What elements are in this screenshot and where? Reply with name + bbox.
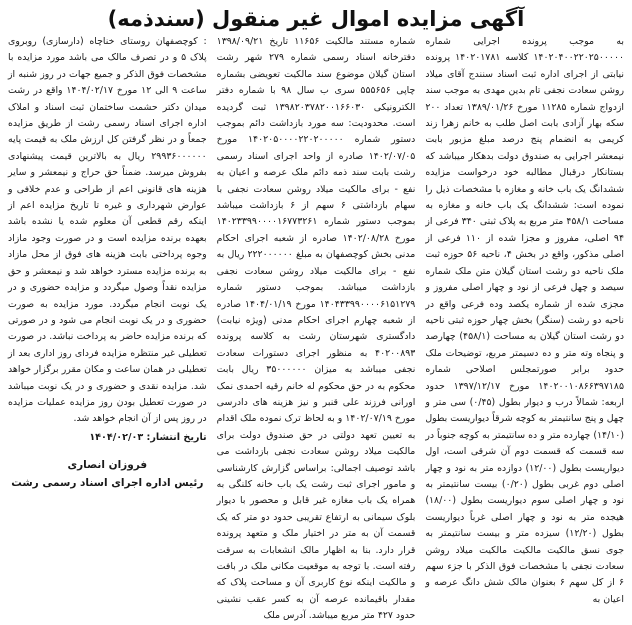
title-bar [8,4,624,34]
notice-title: آگهی مزایده اموال غیر منقول (سندذمه) [107,7,525,31]
notice-columns [7,34,625,622]
signer-name: فروزان انصاری [67,459,148,472]
column-left [7,34,207,490]
column-right [425,34,625,605]
publish-date-value: ۱۴۰۴/۰۲/۰۳ [89,431,144,443]
publish-date-label: تاریخ انتشار: [146,431,207,443]
signature-block [8,456,207,492]
publish-date-line [8,430,207,446]
signer-title: رئیس اداره اجرای اسناد رسمی رشت [11,477,204,490]
paragraph-1: به موجب پرونده اجرایی شماره ۱۴۰۲۰۴۰۰۲۲۰۲۵۰۰۰۰۰ کلاسه ۱۴۰۲۰۱۷۸۱ پرونده نیابتی از اجرای اداره ثبت اسناد سنندج آقای میلاد روشن سعادت نجفی تام بدین مهدی به موجب سند ازدواج شماره ۱۱۲۸۵ مورخ ۱۳۸۹/۰۱/۲۶ تعداد ۲۰۰ سکه بهار آزادی بابت اصل طلب به خانم زهرا زند کریمی به انضمام پنج درصد مبلغ مزبور بابت نیمعشر اجرایی به صندوق دولت بدهکار میباشد که بستانکار درقبال مطالبه خود درخواست مزایده ششدانگ یک باب خانه و مغازه با مشخصات ذیل را نموده است: ششدانگ یک باب خانه و مغازه به مساحت ۴۵۸/۱ متر مربع به پلاک ثبتی ۳۴۰ فرعی از ۹۴ اصلی، مفروز و مجزا شده از ۱۱۰ فرعی از اصلی مذکور، واقع در بخش ۴، ناحیه ۵۶ حوزه ثبت ملک ناحیه دو رشت استان گیلان متن ملک شماره سیصد و چهل فرعی از نود و چهار اصلی مفروز و مجزی شده از شماره یکصد وده فرعی واقع در ناحیه دو رشت (سنگر) بخش چهار حوزه ثبتی ناحیه دو رشت استان گیلان به مساحت (۴۵۸/۱) چهارصد و پنجاه وته متر و ده دسیمتر مربع، توضیحات ملک حدود برابر صورتمجلس اصلاحی شماره ۱۴۰۲۰۰۱۰۸۶۶۳۹۷۱۸۵ مورخ ۱۳۹۷/۱۲/۱۷ حدود اربعه: شمالاً درب و دیوار بطول (۰/۴۵) سی متر و چهل و پنج سانتیمتر به کوچه شرقاً دیواریست بطول (۱۴/۱۰) چهارده متر و ده سانتیمتر به کوچه جنوباً در سه قسمت که قسمت دوم آن شرقی است، اول دیواریست بطول (۱۲/۰۰) دوازده متر به نود و چهار اصلی دوم غربی بطول (۰/۲۰) بیست سانتیمتر به نود و چهار اصلی سوم دیواریست بطول (۱۸/۰۰) هیجده متر به نود و چهار اصلی غرباً دیواریست بطول (۱۲/۲۰) سیزده متر و بیست سانتیمتر به جوی نسق مالکیت مالکیت مالکیت میلاد روشن سعادت نجفی با مشخصات فوق الذکر با جزء سهم ۶ از کل سهم ۶ بعنوان مالک شش دانگ عرصه و اعیان به [425,36,625,605]
column-middle [216,34,416,622]
paragraph-3: : کوچصفهان روستای خناچاه (دارسازی) روبروی پلاک ۵ و در تصرف مالک می باشد مورد مزایده با مشخصات فوق الذکر و جمیع جهات در روز شنبه از ساعت ۹ الی ۱۲ مورخ ۱۴۰۴/۰۲/۱۷ واقع در رشت میدان دکتر حشمت ساختمان ثبت اسناد و املاک اداره اجرای اسناد رسمی رشت از طریق مزایده جمعاً و در نظر گرفتن کل ارزش ملک به قیمت پایه ۲۹۹۳۶۰۰۰۰۰۰ ریال به بالاترین قیمت پیشنهادی بفروش میرسد. ضمناً حق حراج و نیمعشر و سایر هزینه های قانونی اعم از طراحی و عدم خلافی و عوارض شهرداری و غیره تا تاریخ مزایده اعم از اینکه رقم قطعی آن معلوم شده یا نشده باشد بعهده برنده مزایده است و در صورت وجود مازاد وجوه پرداختی بابت هزینه های فوق از محل مازاد به برنده مزایده مسترد خواهد شد و نیمعشر و حق مزایده نقداً وصول میگردد و مزایده حضوری و در یک نوبت انجام میگردد. مورد مزایده به صورت حضوری و در یک نوبت انجام می شود و در صورتی که برنده مزایده حاضر به پرداخت نباشد. در صورت تعطیلی غیر منتظره مزایده فردای روز اداری بعد از تعطیلی در همان ساعت و مکان مقرر برگزار خواهد شد. مزایده نقدی و حضوری و در یک نوبت میباشد در صورت تعطیل بودن روز مزایده عملیات مزایده در روز پس از آن انجام خواهد شد. [7,36,207,425]
paragraph-2: شماره مستند مالکیت ۱۱۶۵۶ تاریخ ۱۳۹۸/۰۹/۲۱ دفترخانه اسناد رسمی شماره ۲۷۹ شهر رشت استان گیلان موضوع سند مالکیت تعویضی بشماره چاپی ۵۵۵۶۵۶ سری ب سال ۹۸ با شماره دفتر الکترونیکی ۱۳۹۸۲۰۳۷۸۲۰۰۱۶۶۰۳۰ ثبت گردیده است. محدودیت: سه مورد بازداشت دائم بموجب دستور شماره ۱۴۰۲۰۵۰۰۰۰۲۲۰۲۰۰۰۰۰ مورخ ۱۴۰۲/۰۷/۰۵ صادره از واحد اجرای اسناد رسمی رشت بابت سند ذمه دائم ملک عرصه و اعیان به نفع - برای مالکیت میلاد روشن سعادت نجفی با سهام بازداشتی ۶ سهم از ۶ بازداشت میباشد بموجب دستور شماره ۱۴۰۲۳۳۹۹۰۰۰۰۱۶۷۷۳۲۶۱ مورخ ۱۴۰۲/۰۸/۲۸ صادره از شعبه اجرای احکام مدنی بخش کوچصفهان به مبلغ ۲۲۲۰۰۰۰۰۰ ریال به نفع - برای مالکیت میلاد روشن سعادت نجفی بازداشت میباشد. بموجب دستور شماره ۱۴۰۴۳۳۹۹۰۰۰۰۶۱۵۱۲۷۹ مورخ ۱۴۰۴/۰۱/۱۹ صادره از شعبه چهارم اجرای احکام مدنی (ویژه نیابت) دادگستری شهرستان رشت به کلاسه پرونده ۴۰۲۰۰۸۹۳ به منظور اجرای دستورات سعادت نجفی میباشد به میزان ۳۵۰۰۰۰۰۰ ریال بابت محکوم به در حق محکوم له خانم رقیه احمدی نمک اورانی فرزند علی قنبر و نیز هزینه های دادرسی مورخ ۱۴۰۲/۰۷/۱۹ و به لحاظ ترک نموده ملک اقدام به تعیین تعهد دولتی در حق صندوق دولت برای مالکیت میلاد روشن سعادت نجفی بازداشت می باشد توصیف اجمالی: براساس گزارش کارشناسی و مامور اجرای ثبت رشت یک باب خانه کلنگی به همراه یک باب مغازه غیر قابل و محصور با دیوار بلوک سیمانی به ارتفاع تقریبی حدود دو متر که یک قسمت آن به متر در اختیار ملک و متعهد پرونده قرار دارد. بنا به اظهار مالک انشعابات به سرقت رفته است. با توجه به موقعیت مکانی ملک در بافت و مالکیت اینکه نوع کاربری آن و مساحت پلاک که مقدار باقیمانده عرصه آن به کسر عقب نشینی حدود ۴۲۷ متر مربع میباشد. آدرس ملک [216,36,416,622]
